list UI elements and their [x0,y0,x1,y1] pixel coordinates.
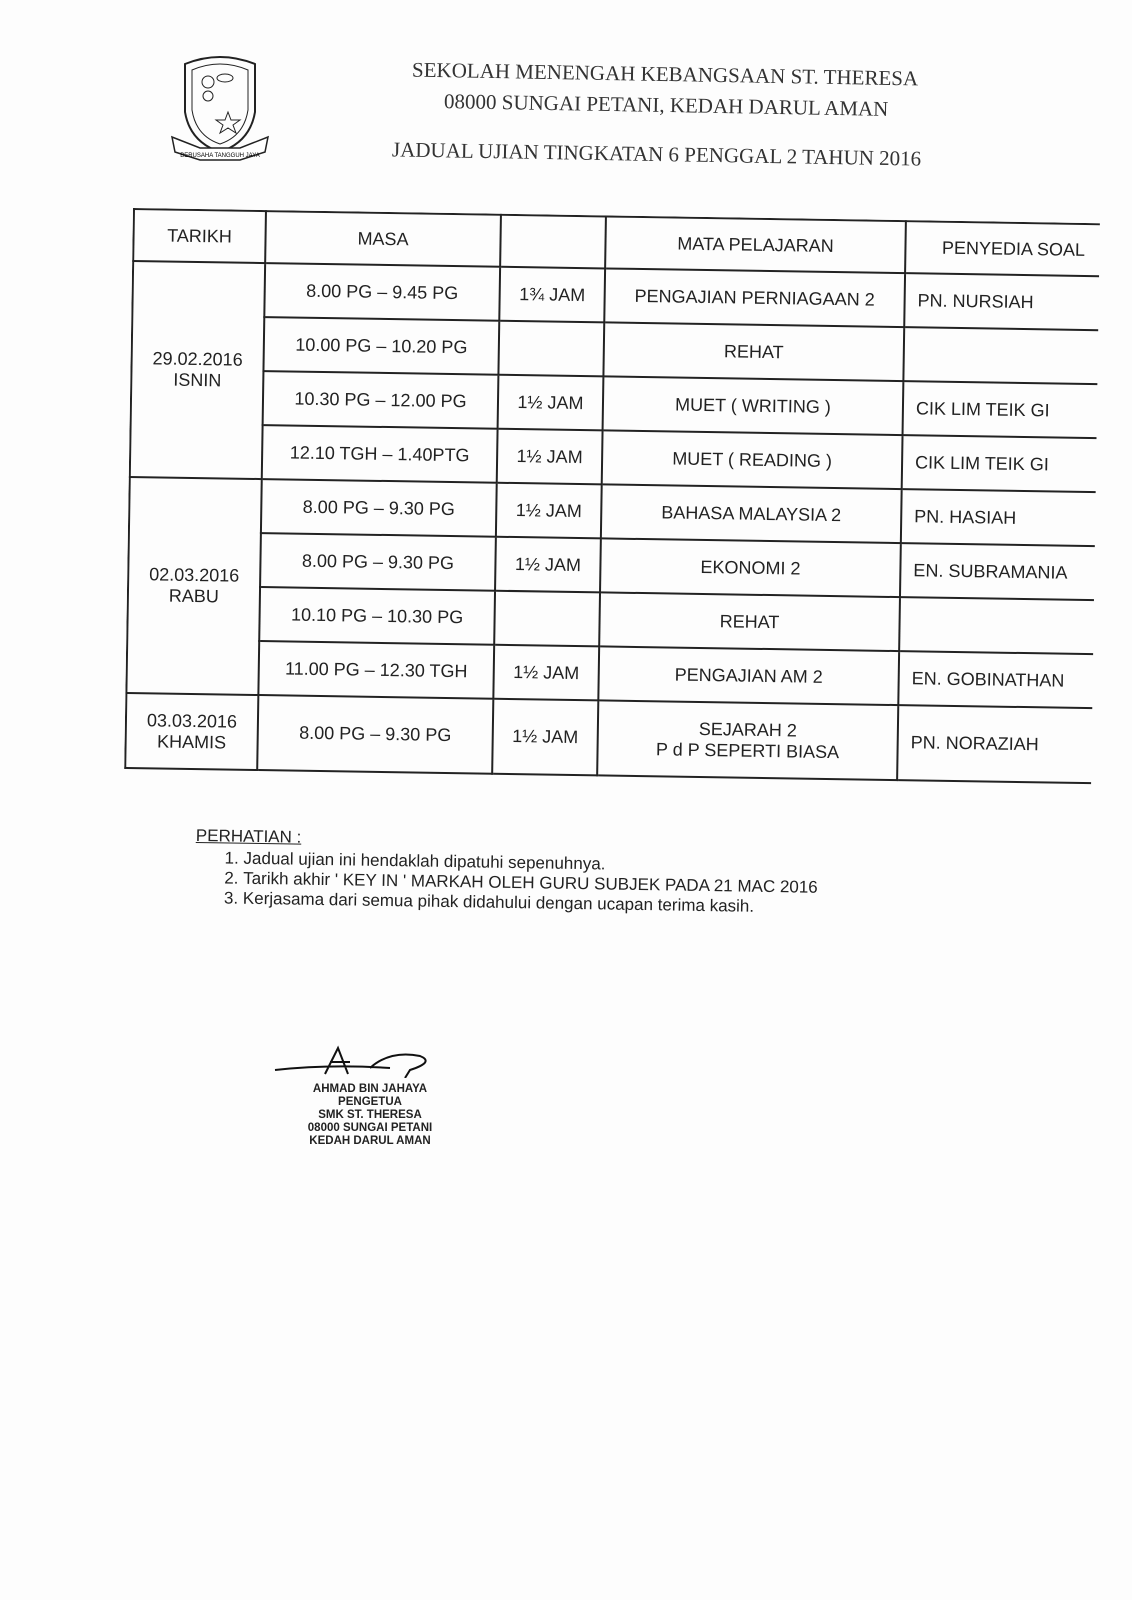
time-cell: 11.00 PG – 12.30 TGH [258,641,494,699]
penyedia-cell: PN. NORAZIAH [897,705,1100,783]
penyedia-cell: EN. GOBINATHAN [898,651,1100,708]
time-cell: 8.00 PG – 9.30 PG [257,695,493,774]
time-cell: 8.00 PG – 9.45 PG [264,263,500,321]
note-item: 2. Tarikh akhir ' KEY IN ' MARKAH OLEH GURU SUBJEK PADA 21 MAC 2016 [243,869,818,898]
subject: REHAT [719,610,780,632]
penyedia-cell: EN. SUBRAMANIA [900,543,1100,600]
date: 29.02.2016 [152,348,243,370]
subject: PENGAJIAN AM 2 [674,664,823,687]
time-cell: 10.10 PG – 10.30 PG [259,587,495,645]
penyedia-cell: CIK LIM TEIK GI [903,381,1100,438]
svg-text:BERUSAHA TANGGUH JAYA: BERUSAHA TANGGUH JAYA [180,153,260,159]
note-item: 1. Jadual ujian ini hendaklah dipatuhi sepenuhnya. [243,849,818,878]
penyedia-cell [903,327,1100,384]
handwritten-signature [270,1040,470,1078]
penyedia-cell: PN. HASIAH [901,489,1100,546]
penyedia-cell: PN. NURSIAH [904,273,1100,330]
date-cell [126,477,261,695]
duration-cell: 1½ JAM [495,537,601,593]
col-tarikh: TARIKH [133,209,266,263]
subject: SEJARAH 2 [698,718,798,740]
signatory-school: SMK ST. THERESA [318,1109,422,1121]
exam-schedule-table [124,208,1100,808]
subject: MUET ( READING ) [672,448,833,471]
time-cell: 8.00 PG – 9.30 PG [260,533,496,591]
school-address: 08000 SUNGAI PETANI, KEDAH DARUL AMAN [443,89,889,121]
duration-cell: 1½ JAM [493,645,599,701]
date: 02.03.2016 [149,564,240,586]
duration-cell [498,321,604,377]
school-name: SEKOLAH MENENGAH KEBANGSAAN ST. THERESA [411,57,919,91]
subject-cell [600,538,901,597]
notes-section [195,826,819,918]
time-cell: 10.30 PG – 12.00 PG [263,371,499,429]
subject-cell [599,592,900,651]
subject: MUET ( WRITING ) [675,394,831,417]
school-crest-logo [170,52,270,162]
time-cell: 10.00 PG – 10.20 PG [263,317,499,375]
duration-cell: 1½ JAM [492,699,598,776]
signatory-state: KEDAH DARUL AMAN [309,1135,431,1147]
duration-cell: 1½ JAM [498,375,604,431]
table-row [125,693,1100,784]
subject: REHAT [723,340,784,362]
col-subject: MATA PELAJARAN [605,216,906,273]
signatory-name: AHMAD BIN JAHAYA [312,1083,428,1095]
date-cell [125,693,258,770]
time-cell: 8.00 PG – 9.30 PG [261,479,497,537]
date: 03.03.2016 [146,709,238,732]
subject-cell [602,430,903,489]
day: ISNIN [173,369,222,391]
duration-cell: 1¾ JAM [499,267,605,323]
subject-cell [603,322,904,381]
subject-cell [597,700,898,780]
subject: EKONOMI 2 [700,556,801,579]
time-cell: 12.10 TGH – 1.40PTG [262,425,498,483]
signatory-town: 08000 SUNGAI PETANI [307,1122,433,1134]
subject: BAHASA MALAYSIA 2 [661,501,842,525]
subject-note: P d P SEPERTI BIASA [655,738,840,762]
penyedia-cell: CIK LIM TEIK GI [902,435,1100,492]
col-penyedia: PENYEDIA SOAL [905,221,1100,276]
col-duration [500,215,606,269]
penyedia-cell [899,597,1100,654]
signatory-position: PENGETUA [338,1096,402,1108]
subject: PENGAJIAN PERNIAGAAN 2 [634,285,875,310]
date-cell [130,261,265,479]
subject-cell [603,376,904,435]
duration-cell: 1½ JAM [496,483,602,539]
duration-cell [494,591,600,647]
subject-cell [598,646,899,705]
col-masa: MASA [265,211,501,267]
document-title: JADUAL UJIAN TINGKATAN 6 PENGGAL 2 TAHUN 2016 [391,137,922,171]
day: RABU [168,585,220,607]
duration-cell: 1½ JAM [497,429,603,485]
day: KHAMIS [156,730,227,753]
subject-cell [601,484,902,543]
subject-cell [604,268,905,327]
signature-block [270,1040,470,1148]
note-item: 3. Kerjasama dari semua pihak didahului dengan ucapan terima kasih. [243,889,818,918]
notes-title: PERHATIAN : [195,826,302,847]
